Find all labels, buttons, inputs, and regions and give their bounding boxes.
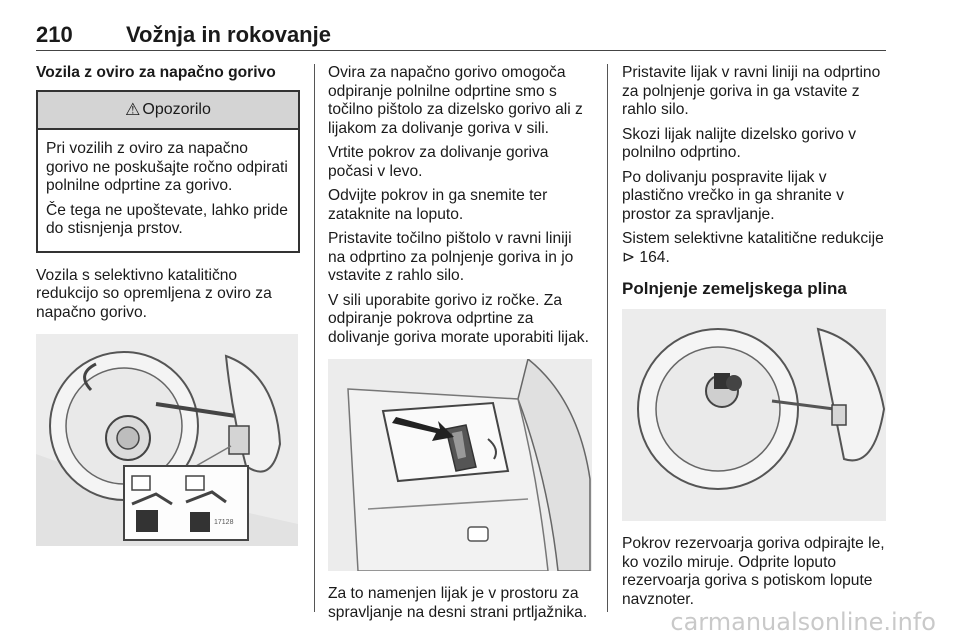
warning-title: Opozorilo xyxy=(142,101,211,118)
body-paragraph: Pokrov rezervoarja goriva odpirajte le, ko vozilo miruje. Odprite loputo rezervoarja goriva s potiskom lopute navznoter. xyxy=(622,535,885,608)
column-2 xyxy=(328,64,592,628)
column-1 xyxy=(36,64,300,546)
body-paragraph: Odvijte pokrov in ga snemite ter zataknite na loputo. xyxy=(328,187,548,223)
figure-fuel-flap-misfuel-inhibitor xyxy=(36,334,298,546)
page-number: 210 xyxy=(36,22,73,47)
column-divider xyxy=(314,64,315,612)
warning-paragraph: Pri vozilih z oviro za napačno gorivo ne poskušajte ročno odpirati polnilne odprtine za gorivo. xyxy=(46,140,288,194)
warning-paragraph: Če tega ne upoštevate, lahko pride do stisnjenja prstov. xyxy=(46,201,288,237)
body-paragraph: Vrtite pokrov za dolivanje goriva počasi v levo. xyxy=(328,144,549,180)
watermark: carmanualsonline.info xyxy=(670,608,936,636)
body-paragraph: Pristavite točilno pištolo v ravni liniji na odprtino za polnjenje goriva in jo vstavite z rahlo silo. xyxy=(328,230,574,284)
warning-body xyxy=(38,130,298,251)
column-divider xyxy=(607,64,608,612)
figure-luggage-compartment-funnel xyxy=(328,359,592,571)
body-paragraph: Ovira za napačno gorivo omogoča odpiranje polnilne odprtine smo s točilno pištolo za dizelsko gorivo ali z lijakom za dolivanje goriva v sili. xyxy=(328,64,583,137)
warning-box xyxy=(36,90,300,253)
body-paragraph: V sili uporabite gorivo iz ročke. Za odpiranje pokrova odprtine za dolivanje goriva morate uporabiti lijak. xyxy=(328,291,589,346)
page-reference-arrow-icon: ⊳ xyxy=(622,248,636,266)
column-3 xyxy=(622,64,888,615)
page-header xyxy=(36,20,886,51)
body-paragraph: Po dolivanju pospravite lijak v plastično vrečko in ga shranite v prostor za spravljanje. xyxy=(622,168,844,223)
warning-header xyxy=(38,92,298,130)
body-paragraph-with-reference: Sistem selektivne katalitične redukcije ⊳ 164. xyxy=(622,230,884,266)
figure-natural-gas-filler xyxy=(622,309,886,521)
reference-text: Sistem selektivne katalitične redukcije xyxy=(622,230,884,247)
section-heading-wrong-fuel: Vozila z oviro za napačno gorivo xyxy=(36,64,276,81)
body-paragraph: Vozila s selektivno katalitično redukcijo so opremljena z oviro za napačno gorivo. xyxy=(36,266,272,321)
section-heading-natural-gas: Polnjenje zemeljskega plina xyxy=(622,279,847,298)
page-reference-link[interactable]: 164 xyxy=(639,248,666,266)
chapter-title: Vožnja in rokovanje xyxy=(126,22,331,47)
body-paragraph: Pristavite lijak v ravni liniji na odprtino za polnjenje goriva in ga vstavite z rahlo silo. xyxy=(622,64,881,118)
body-paragraph: Za to namenjen lijak je v prostoru za spravljanje na desni strani prtljažnika. xyxy=(328,585,588,621)
figure-code: 17128 xyxy=(214,519,234,526)
body-paragraph: Skozi lijak nalijte dizelsko gorivo v polnilno odprtino. xyxy=(622,125,857,161)
warning-triangle-icon: ⚠ xyxy=(125,100,141,119)
